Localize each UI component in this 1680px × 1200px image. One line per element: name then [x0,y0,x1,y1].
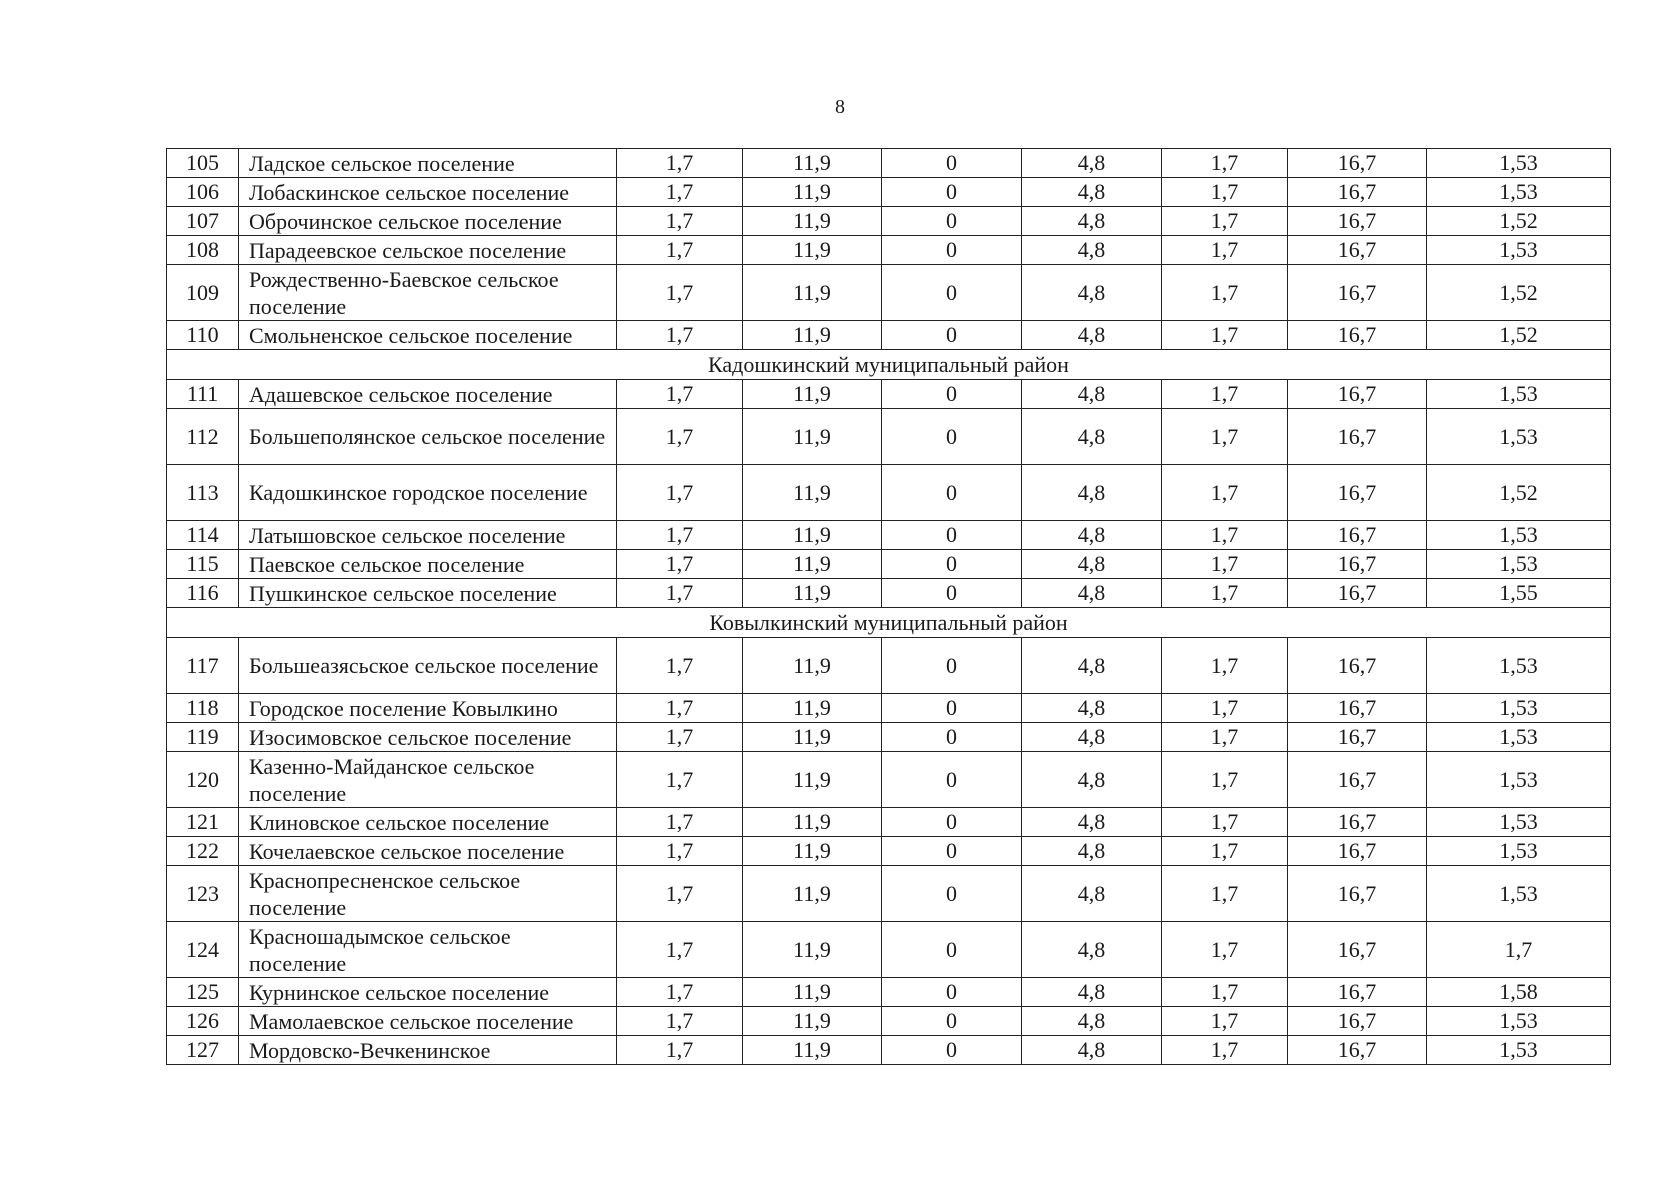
value-col-4: 4,8 [1022,409,1162,465]
table-row [167,922,1611,978]
row-number: 123 [167,866,239,922]
value-col-3: 0 [882,380,1022,409]
table-row [167,521,1611,550]
value-col-1: 1,7 [617,149,743,178]
value-col-7: 1,53 [1427,837,1611,866]
value-col-4: 4,8 [1022,808,1162,837]
value-col-5: 1,7 [1162,207,1288,236]
row-number: 126 [167,1007,239,1036]
value-col-6: 16,7 [1288,521,1427,550]
table-row [167,178,1611,207]
value-col-5: 1,7 [1162,321,1288,350]
value-col-3: 0 [882,638,1022,694]
settlement-name: Изосимовское сельское поселение [239,723,617,752]
value-col-4: 4,8 [1022,752,1162,808]
table-row [167,752,1611,808]
value-col-3: 0 [882,866,1022,922]
value-col-2: 11,9 [743,837,882,866]
value-col-4: 4,8 [1022,178,1162,207]
value-col-1: 1,7 [617,321,743,350]
value-col-4: 4,8 [1022,465,1162,521]
value-col-2: 11,9 [743,866,882,922]
value-col-1: 1,7 [617,1036,743,1065]
value-col-3: 0 [882,579,1022,608]
value-col-4: 4,8 [1022,638,1162,694]
row-number: 115 [167,550,239,579]
value-col-7: 1,53 [1427,178,1611,207]
value-col-6: 16,7 [1288,149,1427,178]
value-col-4: 4,8 [1022,149,1162,178]
value-col-5: 1,7 [1162,579,1288,608]
value-col-3: 0 [882,694,1022,723]
value-col-7: 1,53 [1427,236,1611,265]
value-col-6: 16,7 [1288,321,1427,350]
settlement-table [166,148,1611,1065]
value-col-3: 0 [882,1036,1022,1065]
settlement-name: Краснопресненское сельское поселение [239,866,617,922]
value-col-6: 16,7 [1288,236,1427,265]
value-col-3: 0 [882,1007,1022,1036]
value-col-2: 11,9 [743,922,882,978]
value-col-2: 11,9 [743,521,882,550]
table-row [167,236,1611,265]
settlement-name: Городское поселение Ковылкино [239,694,617,723]
value-col-5: 1,7 [1162,922,1288,978]
value-col-4: 4,8 [1022,550,1162,579]
settlement-name: Мордовско-Вечкенинское [239,1036,617,1065]
value-col-1: 1,7 [617,866,743,922]
row-number: 119 [167,723,239,752]
value-col-2: 11,9 [743,1007,882,1036]
settlement-name: Курнинское сельское поселение [239,978,617,1007]
value-col-4: 4,8 [1022,521,1162,550]
row-number: 110 [167,321,239,350]
value-col-4: 4,8 [1022,321,1162,350]
value-col-4: 4,8 [1022,1007,1162,1036]
value-col-5: 1,7 [1162,694,1288,723]
value-col-6: 16,7 [1288,579,1427,608]
value-col-3: 0 [882,265,1022,321]
settlement-name: Большеполянское сельское поселение [239,409,617,465]
value-col-2: 11,9 [743,380,882,409]
value-col-7: 1,53 [1427,1036,1611,1065]
value-col-5: 1,7 [1162,638,1288,694]
value-col-7: 1,53 [1427,866,1611,922]
value-col-1: 1,7 [617,723,743,752]
value-col-7: 1,52 [1427,465,1611,521]
table-row [167,380,1611,409]
row-number: 105 [167,149,239,178]
value-col-3: 0 [882,752,1022,808]
value-col-1: 1,7 [617,694,743,723]
value-col-7: 1,52 [1427,207,1611,236]
value-col-4: 4,8 [1022,866,1162,922]
value-col-6: 16,7 [1288,265,1427,321]
table-row [167,1036,1611,1065]
settlement-name: Парадеевское сельское поселение [239,236,617,265]
value-col-3: 0 [882,837,1022,866]
value-col-3: 0 [882,465,1022,521]
value-col-7: 1,53 [1427,409,1611,465]
value-col-4: 4,8 [1022,1036,1162,1065]
value-col-6: 16,7 [1288,837,1427,866]
table-row [167,207,1611,236]
value-col-5: 1,7 [1162,265,1288,321]
value-col-1: 1,7 [617,380,743,409]
value-col-6: 16,7 [1288,465,1427,521]
value-col-6: 16,7 [1288,550,1427,579]
value-col-7: 1,55 [1427,579,1611,608]
settlement-name: Красношадымское сельское поселение [239,922,617,978]
value-col-3: 0 [882,521,1022,550]
value-col-5: 1,7 [1162,409,1288,465]
settlement-name: Паевское сельское поселение [239,550,617,579]
settlement-name: Клиновское сельское поселение [239,808,617,837]
value-col-2: 11,9 [743,265,882,321]
value-col-3: 0 [882,207,1022,236]
value-col-7: 1,53 [1427,1007,1611,1036]
settlement-name: Рождественно-Баевское сельское поселение [239,265,617,321]
value-col-5: 1,7 [1162,465,1288,521]
value-col-6: 16,7 [1288,638,1427,694]
value-col-7: 1,53 [1427,550,1611,579]
table-row [167,550,1611,579]
value-col-5: 1,7 [1162,866,1288,922]
value-col-2: 11,9 [743,638,882,694]
value-col-2: 11,9 [743,207,882,236]
row-number: 117 [167,638,239,694]
row-number: 106 [167,178,239,207]
settlement-name: Смольненское сельское поселение [239,321,617,350]
value-col-7: 1,53 [1427,694,1611,723]
value-col-5: 1,7 [1162,1007,1288,1036]
row-number: 124 [167,922,239,978]
value-col-7: 1,7 [1427,922,1611,978]
table-row [167,1007,1611,1036]
table-row [167,265,1611,321]
value-col-6: 16,7 [1288,752,1427,808]
district-title: Кадошкинский муниципальный район [167,350,1611,380]
value-col-3: 0 [882,149,1022,178]
value-col-2: 11,9 [743,236,882,265]
row-number: 113 [167,465,239,521]
value-col-4: 4,8 [1022,922,1162,978]
value-col-6: 16,7 [1288,723,1427,752]
value-col-4: 4,8 [1022,207,1162,236]
value-col-5: 1,7 [1162,380,1288,409]
value-col-3: 0 [882,978,1022,1007]
value-col-1: 1,7 [617,521,743,550]
settlement-name: Кочелаевское сельское поселение [239,837,617,866]
value-col-2: 11,9 [743,978,882,1007]
value-col-2: 11,9 [743,752,882,808]
value-col-5: 1,7 [1162,236,1288,265]
value-col-2: 11,9 [743,409,882,465]
table-row [167,808,1611,837]
table-row [167,723,1611,752]
row-number: 127 [167,1036,239,1065]
value-col-1: 1,7 [617,465,743,521]
table-row [167,837,1611,866]
value-col-6: 16,7 [1288,1036,1427,1065]
value-col-2: 11,9 [743,579,882,608]
settlement-name: Латышовское сельское поселение [239,521,617,550]
value-col-7: 1,52 [1427,321,1611,350]
value-col-7: 1,53 [1427,380,1611,409]
value-col-6: 16,7 [1288,178,1427,207]
value-col-4: 4,8 [1022,579,1162,608]
value-col-4: 4,8 [1022,837,1162,866]
settlement-name: Пушкинское сельское поселение [239,579,617,608]
value-col-1: 1,7 [617,265,743,321]
value-col-5: 1,7 [1162,808,1288,837]
value-col-6: 16,7 [1288,207,1427,236]
value-col-3: 0 [882,922,1022,978]
value-col-6: 16,7 [1288,978,1427,1007]
settlement-name: Оброчинское сельское поселение [239,207,617,236]
row-number: 107 [167,207,239,236]
page-number: 8 [835,96,845,118]
value-col-2: 11,9 [743,178,882,207]
value-col-1: 1,7 [617,1007,743,1036]
table-row [167,866,1611,922]
value-col-7: 1,53 [1427,752,1611,808]
value-col-1: 1,7 [617,922,743,978]
row-number: 114 [167,521,239,550]
table-row [167,409,1611,465]
value-col-5: 1,7 [1162,723,1288,752]
value-col-6: 16,7 [1288,1007,1427,1036]
table-row [167,579,1611,608]
value-col-7: 1,53 [1427,638,1611,694]
table-row [167,978,1611,1007]
value-col-2: 11,9 [743,321,882,350]
value-col-4: 4,8 [1022,380,1162,409]
row-number: 116 [167,579,239,608]
table-row [167,638,1611,694]
district-header-row [167,608,1611,638]
row-number: 118 [167,694,239,723]
value-col-3: 0 [882,321,1022,350]
value-col-3: 0 [882,723,1022,752]
settlement-name: Кадошкинское городское поселение [239,465,617,521]
value-col-1: 1,7 [617,409,743,465]
row-number: 125 [167,978,239,1007]
value-col-6: 16,7 [1288,694,1427,723]
value-col-1: 1,7 [617,550,743,579]
value-col-3: 0 [882,808,1022,837]
table-row [167,149,1611,178]
value-col-4: 4,8 [1022,978,1162,1007]
table-row [167,694,1611,723]
settlement-name: Казенно-Майданское сельское поселение [239,752,617,808]
value-col-2: 11,9 [743,465,882,521]
value-col-1: 1,7 [617,236,743,265]
value-col-1: 1,7 [617,638,743,694]
district-title: Ковылкинский муниципальный район [167,608,1611,638]
value-col-4: 4,8 [1022,236,1162,265]
row-number: 111 [167,380,239,409]
row-number: 120 [167,752,239,808]
value-col-7: 1,52 [1427,265,1611,321]
value-col-6: 16,7 [1288,866,1427,922]
row-number: 112 [167,409,239,465]
value-col-2: 11,9 [743,550,882,579]
value-col-7: 1,53 [1427,723,1611,752]
value-col-5: 1,7 [1162,837,1288,866]
value-col-2: 11,9 [743,694,882,723]
table-row [167,321,1611,350]
value-col-6: 16,7 [1288,380,1427,409]
row-number: 122 [167,837,239,866]
value-col-1: 1,7 [617,752,743,808]
value-col-6: 16,7 [1288,409,1427,465]
value-col-5: 1,7 [1162,752,1288,808]
table-row [167,465,1611,521]
value-col-5: 1,7 [1162,550,1288,579]
settlement-name: Большеазясьское сельское поселение [239,638,617,694]
value-col-3: 0 [882,550,1022,579]
value-col-5: 1,7 [1162,521,1288,550]
value-col-5: 1,7 [1162,149,1288,178]
value-col-7: 1,53 [1427,808,1611,837]
value-col-5: 1,7 [1162,978,1288,1007]
value-col-2: 11,9 [743,1036,882,1065]
value-col-1: 1,7 [617,579,743,608]
row-number: 109 [167,265,239,321]
value-col-2: 11,9 [743,149,882,178]
district-header-row [167,350,1611,380]
settlement-name: Мамолаевское сельское поселение [239,1007,617,1036]
value-col-4: 4,8 [1022,723,1162,752]
value-col-5: 1,7 [1162,1036,1288,1065]
settlement-name: Лобаскинское сельское поселение [239,178,617,207]
settlement-name: Адашевское сельское поселение [239,380,617,409]
value-col-4: 4,8 [1022,694,1162,723]
value-col-7: 1,58 [1427,978,1611,1007]
value-col-4: 4,8 [1022,265,1162,321]
value-col-3: 0 [882,178,1022,207]
value-col-1: 1,7 [617,207,743,236]
value-col-7: 1,53 [1427,521,1611,550]
value-col-2: 11,9 [743,723,882,752]
value-col-6: 16,7 [1288,922,1427,978]
value-col-7: 1,53 [1427,149,1611,178]
value-col-3: 0 [882,236,1022,265]
row-number: 121 [167,808,239,837]
row-number: 108 [167,236,239,265]
value-col-2: 11,9 [743,808,882,837]
value-col-1: 1,7 [617,178,743,207]
value-col-6: 16,7 [1288,808,1427,837]
value-col-1: 1,7 [617,837,743,866]
value-col-1: 1,7 [617,808,743,837]
value-col-1: 1,7 [617,978,743,1007]
value-col-5: 1,7 [1162,178,1288,207]
settlement-name: Ладское сельское поселение [239,149,617,178]
table-body [167,149,1611,1065]
value-col-3: 0 [882,409,1022,465]
